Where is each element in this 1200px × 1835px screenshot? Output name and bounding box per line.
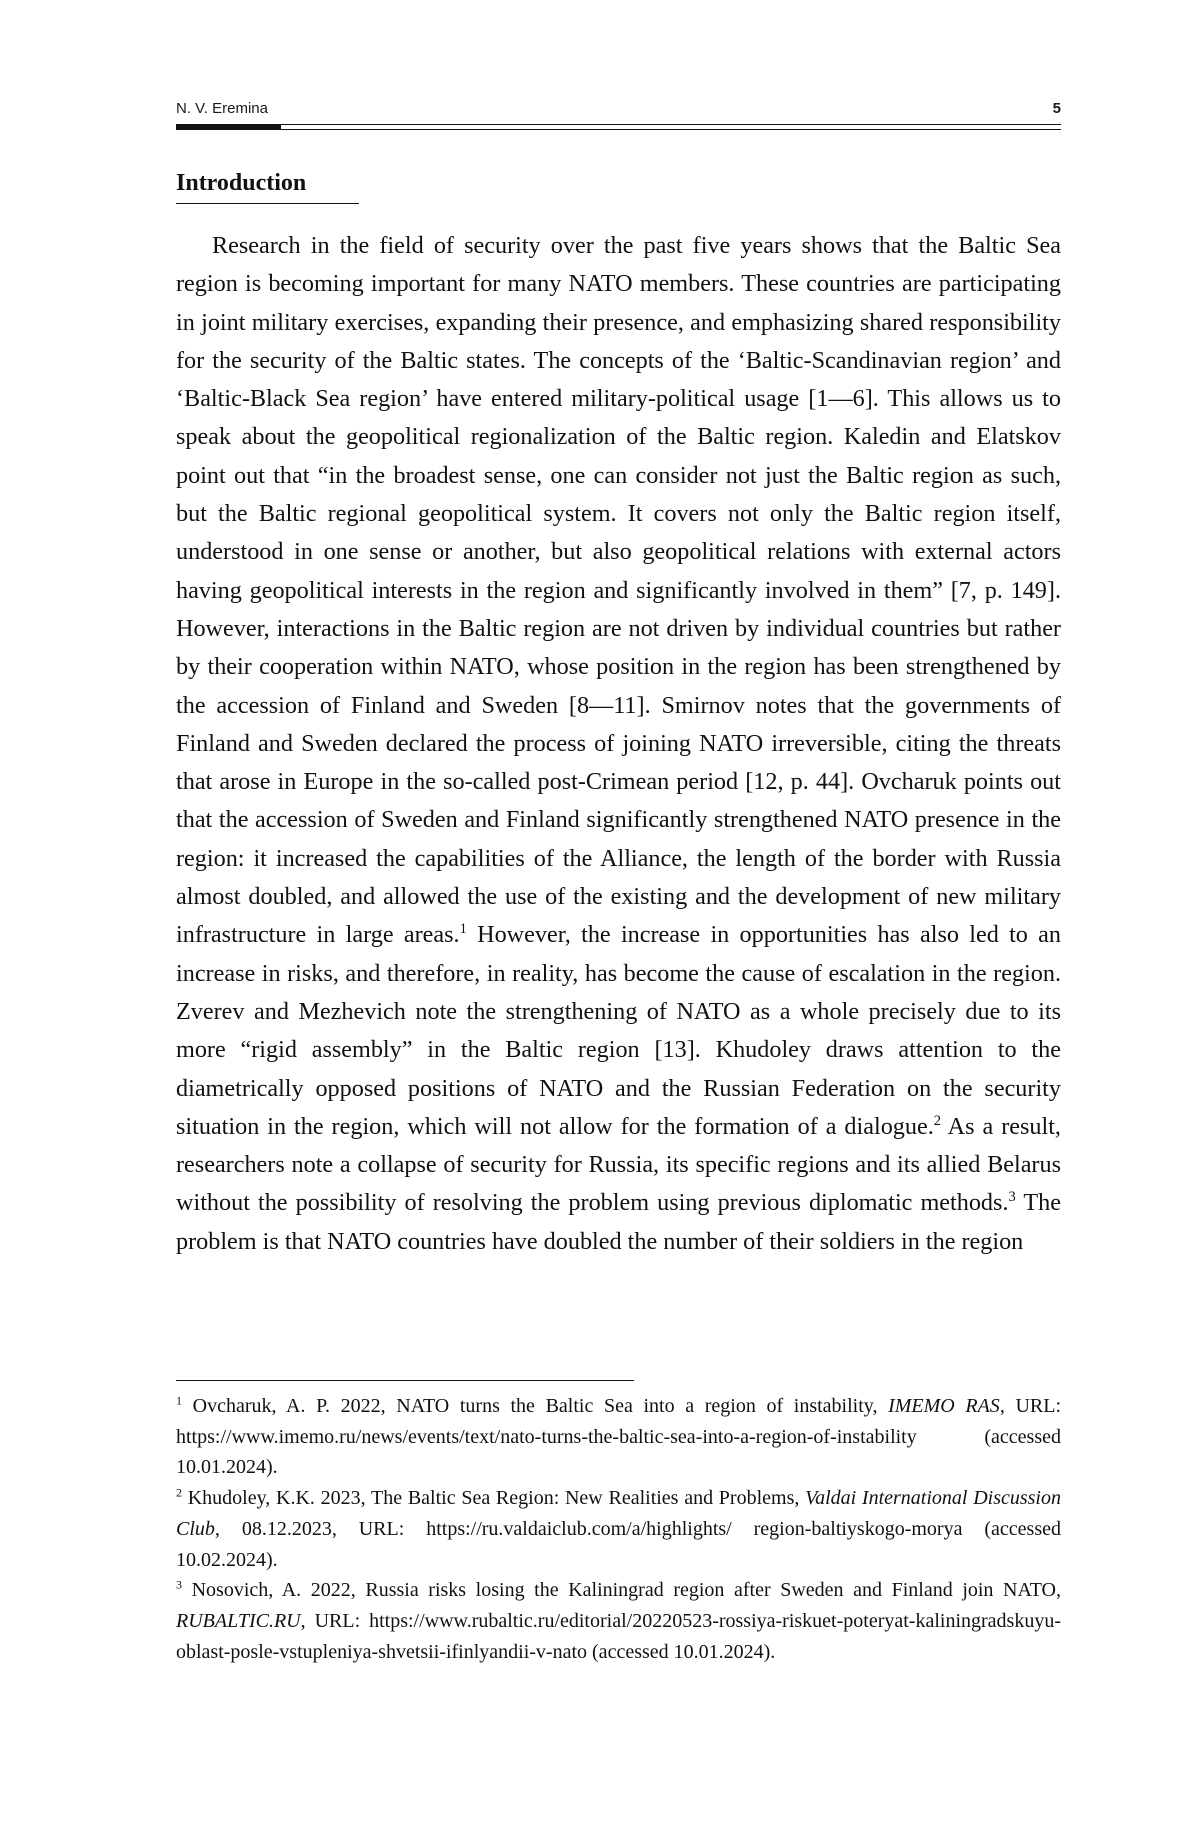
footnote-1 [176, 1391, 1061, 1483]
footnote-source-title: IMEMO RAS [888, 1395, 1000, 1417]
section-title: Introduction [176, 170, 359, 204]
body-text-part-1: Research in the field of security over the past five years shows that the Baltic Sea region is becoming important for many NATO members. These countries are participating in joint military exercises, expanding their presence, and emphasizing shared responsibility for the security of the Baltic states. The concepts of the ‘Baltic-Scandinavian region’ and ‘Baltic-Black Sea region’ have entered military-political usage [1—6]. This allows us to speak about the geopolitical regionalization of the Baltic region. Kaledin and Elatskov point out that “in the broadest sense, one can consider not just the Baltic region as such, but the Baltic regional geopolitical system. It covers not only the Baltic region itself, understood in one sense or another, but also geopolitical relations with external actors having geopolitical interests in the region and significantly involved in them” [7, p. 149]. However, interactions in the Baltic region are not driven by individual countries but rather by their cooperation within NATO, whose position in the region has been strengthened by the accession of Finland and Sweden [8—11]. Smirnov notes that the governments of Finland and Sweden declared the process of joining NATO irreversible, citing the threats that arose in Europe in the so-called post-Crimean period [12, p. 44]. Ovcharuk points out that the accession of Sweden and Finland significantly strengthened NATO presence in the region: it increased the capabilities of the Alliance, the length of the border with Russia almost doubled, and allowed the use of the existing and the development of new military infrastructure in large areas. [176, 232, 1061, 949]
footnote-ref-1[interactable]: 1 [459, 921, 467, 938]
header-author: N. V. Eremina [176, 100, 268, 117]
footnote-url-text[interactable]: , URL: https://www.imemo.ru/news/events/text/nato-turns-the-baltic-sea-into-a-region-of-instability (accessed 10.01.2024). [176, 1395, 1062, 1479]
body-text-part-3: As a result, researchers note a collapse of security for Russia, its specific regions and its allied Belarus without the possibility of resolving the problem using previous diplomatic methods. [176, 1112, 1061, 1217]
footnote-ref-3[interactable]: 3 [1008, 1189, 1016, 1206]
footnote-ref-2[interactable]: 2 [933, 1112, 942, 1129]
footnote-text: Khudoley, K.K. 2023, The Baltic Sea Region: New Realities and Problems, [182, 1487, 806, 1510]
page-number: 5 [1052, 100, 1061, 117]
footnote-3 [176, 1575, 1061, 1667]
footnote-separator [176, 1380, 634, 1381]
footnote-mark: 1 [176, 1393, 182, 1408]
footnote-source-title: Valdai International Discussion Club [176, 1487, 1061, 1540]
body-text-part-4: The problem is that NATO countries have doubled the number of their soldiers in the region [176, 1189, 1062, 1255]
footnote-2 [176, 1483, 1061, 1575]
running-header [176, 100, 1061, 120]
header-rule-accent [176, 124, 281, 130]
footnote-url-text[interactable]: , 08.12.2023, URL: https://ru.valdaiclub.com/a/highlights/ region-baltiyskogo-morya (accessed 10.02.2024). [176, 1517, 1061, 1571]
footnote-text: Ovcharuk, A. P. 2022, NATO turns the Baltic Sea into a region of instability, [182, 1395, 889, 1417]
footnote-source-title: RUBALTIC.RU [176, 1609, 301, 1632]
header-rule [176, 124, 1061, 125]
body-text-part-2: However, the increase in opportunities has also led to an increase in risks, and therefore, in reality, has become the cause of escalation in the region. Zverev and Mezhevich note the strengthening of NATO as a whole precisely due to its more “rigid assembly” in the Baltic region [13]. Khudoley draws attention to the diametrically opposed positions of NATO and the Russian Federation on the security situation in the region, which will not allow for the formation of a dialogue. [176, 921, 1061, 1140]
footnote-mark: 2 [176, 1485, 182, 1500]
footnotes [176, 1391, 1061, 1667]
header-rule-secondary [176, 129, 1061, 130]
footnote-mark: 3 [176, 1577, 182, 1592]
footnote-text: Nosovich, A. 2022, Russia risks losing the Kaliningrad region after Sweden and Finland join NATO, [182, 1579, 1061, 1602]
body-paragraph [176, 227, 1061, 1261]
footnote-url-text[interactable]: , URL: https://www.rubaltic.ru/editorial/20220523-rossiya-riskuet-poteryat-kaliningradskuyu-oblast-posle-vstupleniya-shvetsii-ifinlyandii-v-nato (accessed 10.01.2024). [176, 1609, 1061, 1663]
